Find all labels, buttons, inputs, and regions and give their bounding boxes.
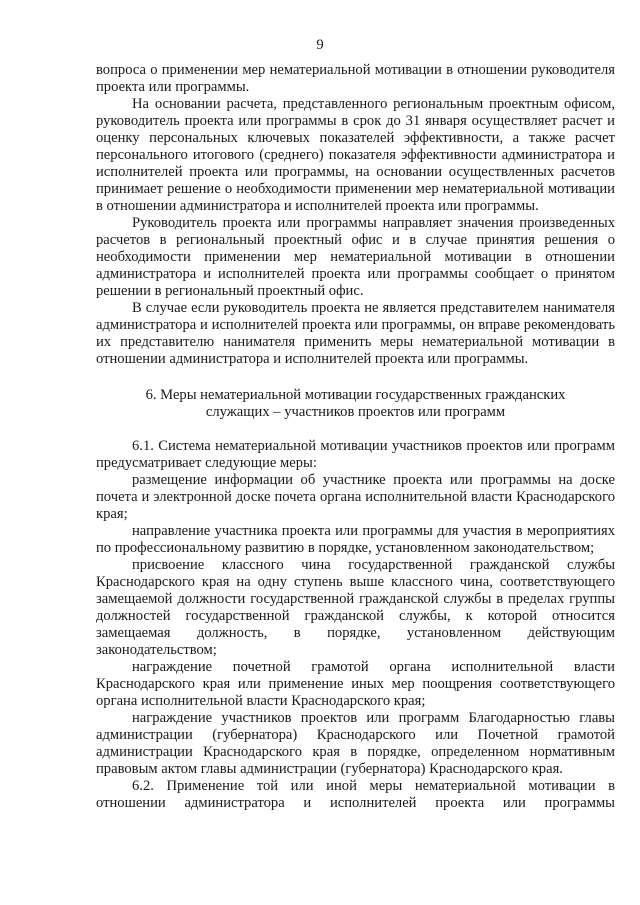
list-item: награждение почетной грамотой органа исполнительной власти Краснодарского края или применение иных мер поощрения соответствующего органа исполнительной власти Краснодарского края;	[96, 659, 615, 709]
paragraph: На основании расчета, представленного региональным проектным офисом, руководитель проекта или программы в срок до 31 января осуществляет расчет и оценку персональных ключевых показателей эффективности, а также расчет персонального итогового (среднего) показателя эффективности администратора и исполнителей проекта или программы, на основании осуществленных расчетов принимает решение о необходимости применении мер нематериальной мотивации в отношении администратора и исполнителей проекта или программы.	[96, 96, 615, 214]
paragraph: 6.2. Применение той или иной меры нематериальной мотивации в отношении администратора и исполнителей проекта или программы	[96, 778, 615, 811]
list-item: направление участника проекта или программы для участия в мероприятиях по профессиональному развитию в порядке, установленном законодательством;	[96, 523, 615, 556]
list-item: размещение информации об участнике проекта или программы на доске почета и электронной доске почета органа исполнительной власти Краснодарского края;	[96, 472, 615, 522]
list-item: награждение участников проектов или программ Благодарностью главы администрации (губернатора) Краснодарского или Почетной грамотой администрации Краснодарского края в порядке, определенном нормативным правовым актом главы администрации (губернатора) Краснодарского края.	[96, 710, 615, 777]
section-heading-line: служащих – участников проектов или программ	[205, 404, 506, 420]
paragraph: 6.1. Система нематериальной мотивации участников проектов или программ предусматривает следующие меры:	[96, 438, 615, 471]
paragraph: В случае если руководитель проекта не является представителем нанимателя администратора и исполнителей проекта или программы, он вправе рекомендовать их представителю нанимателя применить меры нематериальной мотивации в отношении администратора и исполнителей проекта или программы.	[96, 300, 615, 367]
paragraph: вопроса о применении мер нематериальной мотивации в отношении руководителя проекта или программы.	[96, 62, 615, 95]
section-heading	[96, 387, 615, 421]
section-heading-line: 6. Меры нематериальной мотивации государственных гражданских	[145, 387, 566, 403]
document-body	[96, 62, 615, 812]
list-item: присвоение классного чина государственной гражданской службы Краснодарского края на одну ступень выше классного чина, соответствующего замещаемой должности государственной гражданской службы в пределах группы должностей государственной гражданской службы, к которой относится замещаемая должность, в порядке, установленном действующим законодательством;	[96, 557, 615, 658]
page-number: 9	[316, 37, 324, 53]
paragraph: Руководитель проекта или программы направляет значения произведенных расчетов в региональный проектный офис и в случае принятия решения о необходимости применении мер нематериальной мотивации в отношении администратора и исполнителей проекта или программы сообщает о принятом решении в региональный проектный офис.	[96, 215, 615, 299]
